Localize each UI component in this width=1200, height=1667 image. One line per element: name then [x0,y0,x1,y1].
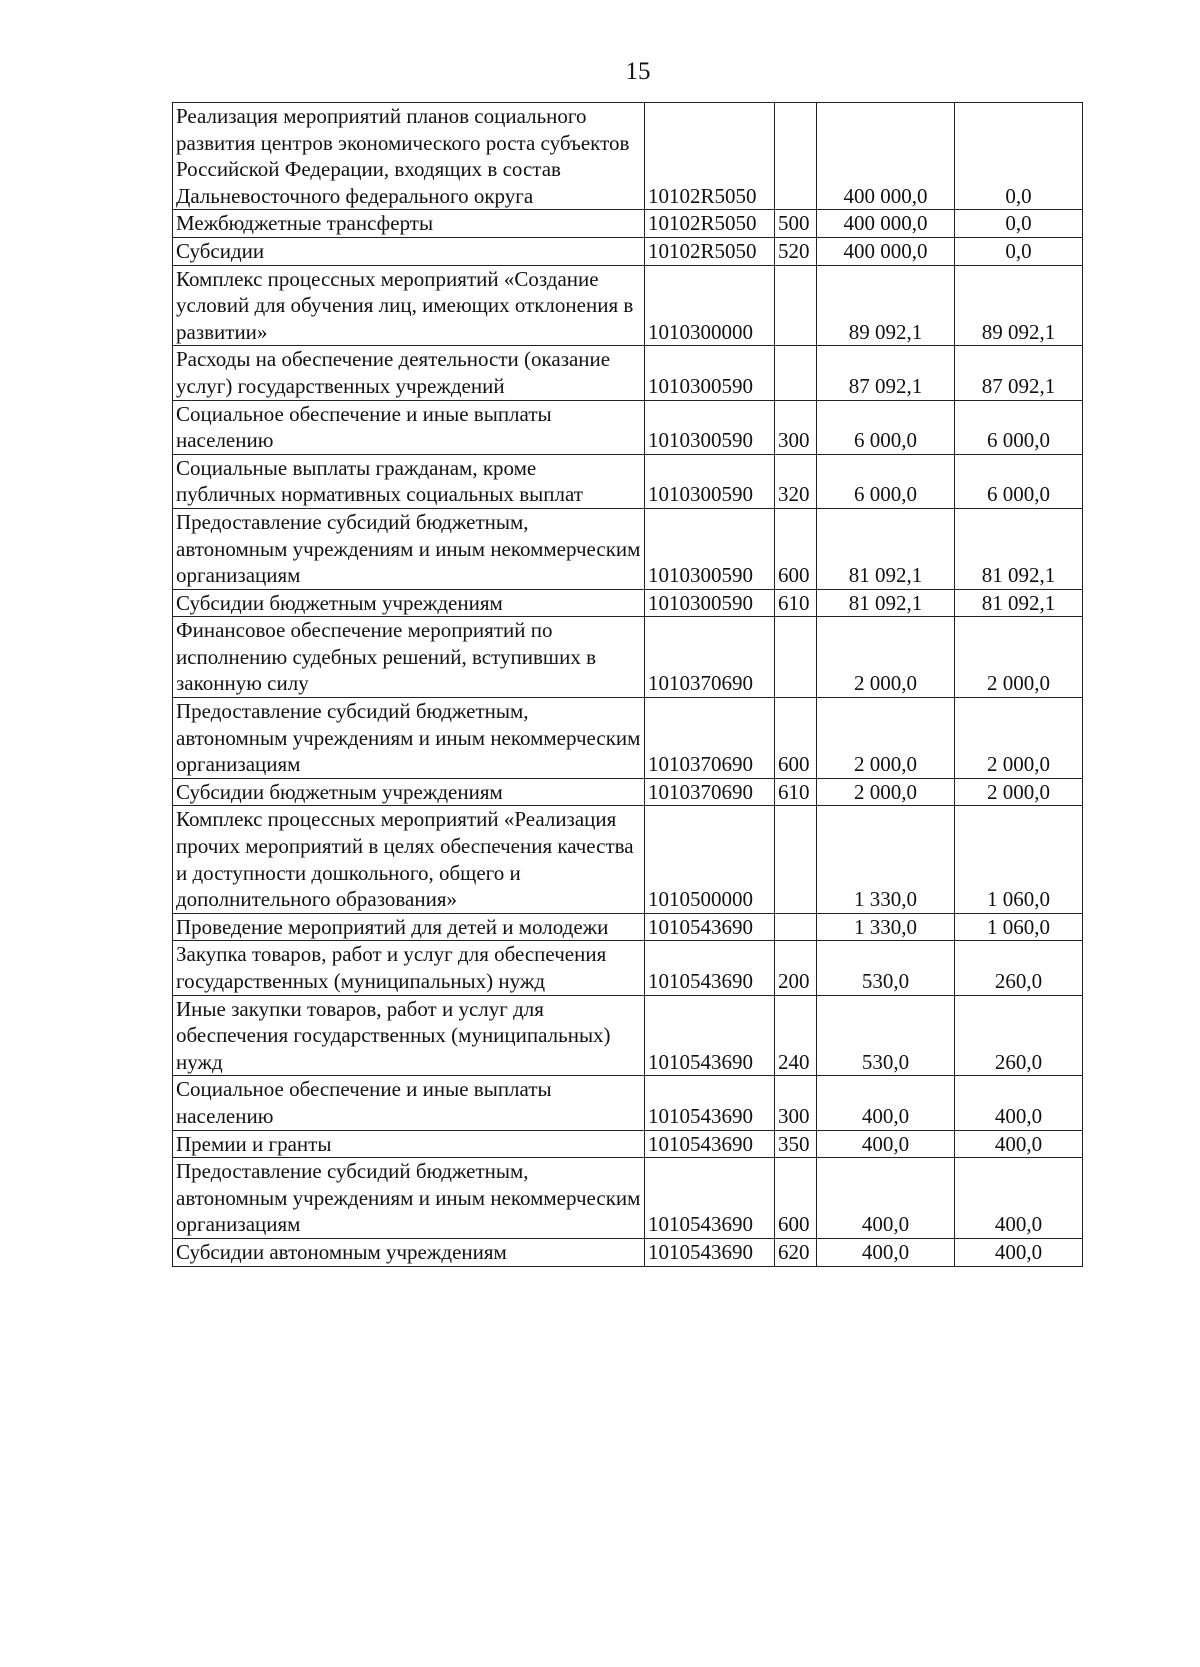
target-code-cell: 1010300590 [645,508,775,589]
table-row [173,400,1083,454]
expense-type-cell: 300 [775,400,817,454]
target-code-cell: 1010300590 [645,346,775,400]
expense-name-cell: Закупка товаров, работ и услуг для обеспечения государственных (муниципальных) нужд [173,941,645,995]
table-row [173,617,1083,698]
table-row [173,913,1083,941]
amount-year2-cell: 2 000,0 [955,617,1083,698]
target-code-cell: 1010370690 [645,778,775,806]
table-row [173,995,1083,1076]
amount-year1-cell: 2 000,0 [817,617,955,698]
amount-year1-cell: 81 092,1 [817,508,955,589]
target-code-cell: 1010543690 [645,1158,775,1239]
amount-year2-cell: 0,0 [955,210,1083,238]
target-code-cell: 1010300000 [645,265,775,346]
expense-name-cell: Премии и гранты [173,1130,645,1158]
expense-name-cell: Социальное обеспечение и иные выплаты населению [173,400,645,454]
expense-type-cell: 600 [775,698,817,779]
expense-type-cell: 320 [775,454,817,508]
amount-year1-cell: 400 000,0 [817,103,955,210]
amount-year2-cell: 1 060,0 [955,806,1083,913]
expense-type-cell: 240 [775,995,817,1076]
table-row [173,237,1083,265]
amount-year1-cell: 530,0 [817,995,955,1076]
amount-year2-cell: 6 000,0 [955,400,1083,454]
target-code-cell: 1010300590 [645,454,775,508]
target-code-cell: 10102R5050 [645,210,775,238]
target-code-cell: 1010370690 [645,617,775,698]
target-code-cell: 1010543690 [645,913,775,941]
target-code-cell: 1010300590 [645,400,775,454]
amount-year2-cell: 260,0 [955,995,1083,1076]
amount-year2-cell: 400,0 [955,1238,1083,1266]
table-body [173,103,1083,1267]
expense-name-cell: Расходы на обеспечение деятельности (оказание услуг) государственных учреждений [173,346,645,400]
expense-type-cell: 620 [775,1238,817,1266]
expense-name-cell: Финансовое обеспечение мероприятий по исполнению судебных решений, вступивших в законную силу [173,617,645,698]
expense-type-cell [775,265,817,346]
expense-type-cell: 350 [775,1130,817,1158]
target-code-cell: 1010543690 [645,995,775,1076]
expense-name-cell: Социальное обеспечение и иные выплаты населению [173,1076,645,1130]
expense-name-cell: Социальные выплаты гражданам, кроме публичных нормативных социальных выплат [173,454,645,508]
table-row [173,698,1083,779]
expense-name-cell: Иные закупки товаров, работ и услуг для обеспечения государственных (муниципальных) нужд [173,995,645,1076]
expense-type-cell: 600 [775,508,817,589]
amount-year1-cell: 400,0 [817,1130,955,1158]
target-code-cell: 10102R5050 [645,103,775,210]
amount-year1-cell: 400,0 [817,1238,955,1266]
amount-year2-cell: 81 092,1 [955,589,1083,617]
amount-year1-cell: 87 092,1 [817,346,955,400]
target-code-cell: 1010543690 [645,941,775,995]
expense-name-cell: Проведение мероприятий для детей и молодежи [173,913,645,941]
target-code-cell: 1010543690 [645,1076,775,1130]
amount-year2-cell: 0,0 [955,237,1083,265]
table-row [173,210,1083,238]
amount-year1-cell: 6 000,0 [817,400,955,454]
table-row [173,941,1083,995]
amount-year2-cell: 89 092,1 [955,265,1083,346]
expense-type-cell: 200 [775,941,817,995]
expense-name-cell: Комплекс процессных мероприятий «Создание условий для обучения лиц, имеющих отклонения в развитии» [173,265,645,346]
expense-type-cell: 610 [775,589,817,617]
budget-table [172,102,1083,1267]
target-code-cell: 10102R5050 [645,237,775,265]
expense-name-cell: Субсидии [173,237,645,265]
amount-year2-cell: 2 000,0 [955,698,1083,779]
expense-name-cell: Предоставление субсидий бюджетным, автономным учреждениям и иным некоммерческим организациям [173,1158,645,1239]
expense-name-cell: Предоставление субсидий бюджетным, автономным учреждениям и иным некоммерческим организациям [173,508,645,589]
amount-year2-cell: 1 060,0 [955,913,1083,941]
table-row [173,1158,1083,1239]
expense-type-cell [775,806,817,913]
table-row [173,806,1083,913]
amount-year1-cell: 530,0 [817,941,955,995]
amount-year2-cell: 2 000,0 [955,778,1083,806]
amount-year1-cell: 81 092,1 [817,589,955,617]
amount-year1-cell: 2 000,0 [817,778,955,806]
table-row [173,103,1083,210]
expense-type-cell [775,617,817,698]
amount-year2-cell: 0,0 [955,103,1083,210]
target-code-cell: 1010370690 [645,698,775,779]
amount-year1-cell: 1 330,0 [817,806,955,913]
table-row [173,346,1083,400]
expense-name-cell: Межбюджетные трансферты [173,210,645,238]
amount-year1-cell: 400,0 [817,1076,955,1130]
amount-year2-cell: 81 092,1 [955,508,1083,589]
expense-type-cell: 610 [775,778,817,806]
expense-name-cell: Комплекс процессных мероприятий «Реализация прочих мероприятий в целях обеспечения качества и доступности дошкольного, общего и дополнительного образования» [173,806,645,913]
expense-type-cell: 600 [775,1158,817,1239]
expense-name-cell: Реализация мероприятий планов социального развития центров экономического роста субъектов Российской Федерации, входящих в состав Дальневосточного федерального округа [173,103,645,210]
expense-type-cell [775,913,817,941]
amount-year2-cell: 260,0 [955,941,1083,995]
target-code-cell: 1010500000 [645,806,775,913]
amount-year2-cell: 6 000,0 [955,454,1083,508]
table-row [173,454,1083,508]
expense-name-cell: Предоставление субсидий бюджетным, автономным учреждениям и иным некоммерческим организациям [173,698,645,779]
amount-year2-cell: 400,0 [955,1130,1083,1158]
expense-type-cell: 500 [775,210,817,238]
amount-year1-cell: 89 092,1 [817,265,955,346]
expense-type-cell [775,103,817,210]
table-row [173,265,1083,346]
table-row [173,589,1083,617]
target-code-cell: 1010543690 [645,1130,775,1158]
amount-year1-cell: 1 330,0 [817,913,955,941]
page-number: 15 [625,58,651,85]
target-code-cell: 1010300590 [645,589,775,617]
amount-year2-cell: 87 092,1 [955,346,1083,400]
table-row [173,1130,1083,1158]
expense-name-cell: Субсидии бюджетным учреждениям [173,589,645,617]
amount-year2-cell: 400,0 [955,1076,1083,1130]
table-row [173,1238,1083,1266]
table-row [173,508,1083,589]
expense-name-cell: Субсидии автономным учреждениям [173,1238,645,1266]
expense-name-cell: Субсидии бюджетным учреждениям [173,778,645,806]
amount-year1-cell: 400,0 [817,1158,955,1239]
amount-year1-cell: 400 000,0 [817,210,955,238]
amount-year2-cell: 400,0 [955,1158,1083,1239]
table-row [173,1076,1083,1130]
expense-type-cell: 300 [775,1076,817,1130]
expense-type-cell [775,346,817,400]
table-row [173,778,1083,806]
amount-year1-cell: 6 000,0 [817,454,955,508]
target-code-cell: 1010543690 [645,1238,775,1266]
amount-year1-cell: 2 000,0 [817,698,955,779]
expense-type-cell: 520 [775,237,817,265]
amount-year1-cell: 400 000,0 [817,237,955,265]
